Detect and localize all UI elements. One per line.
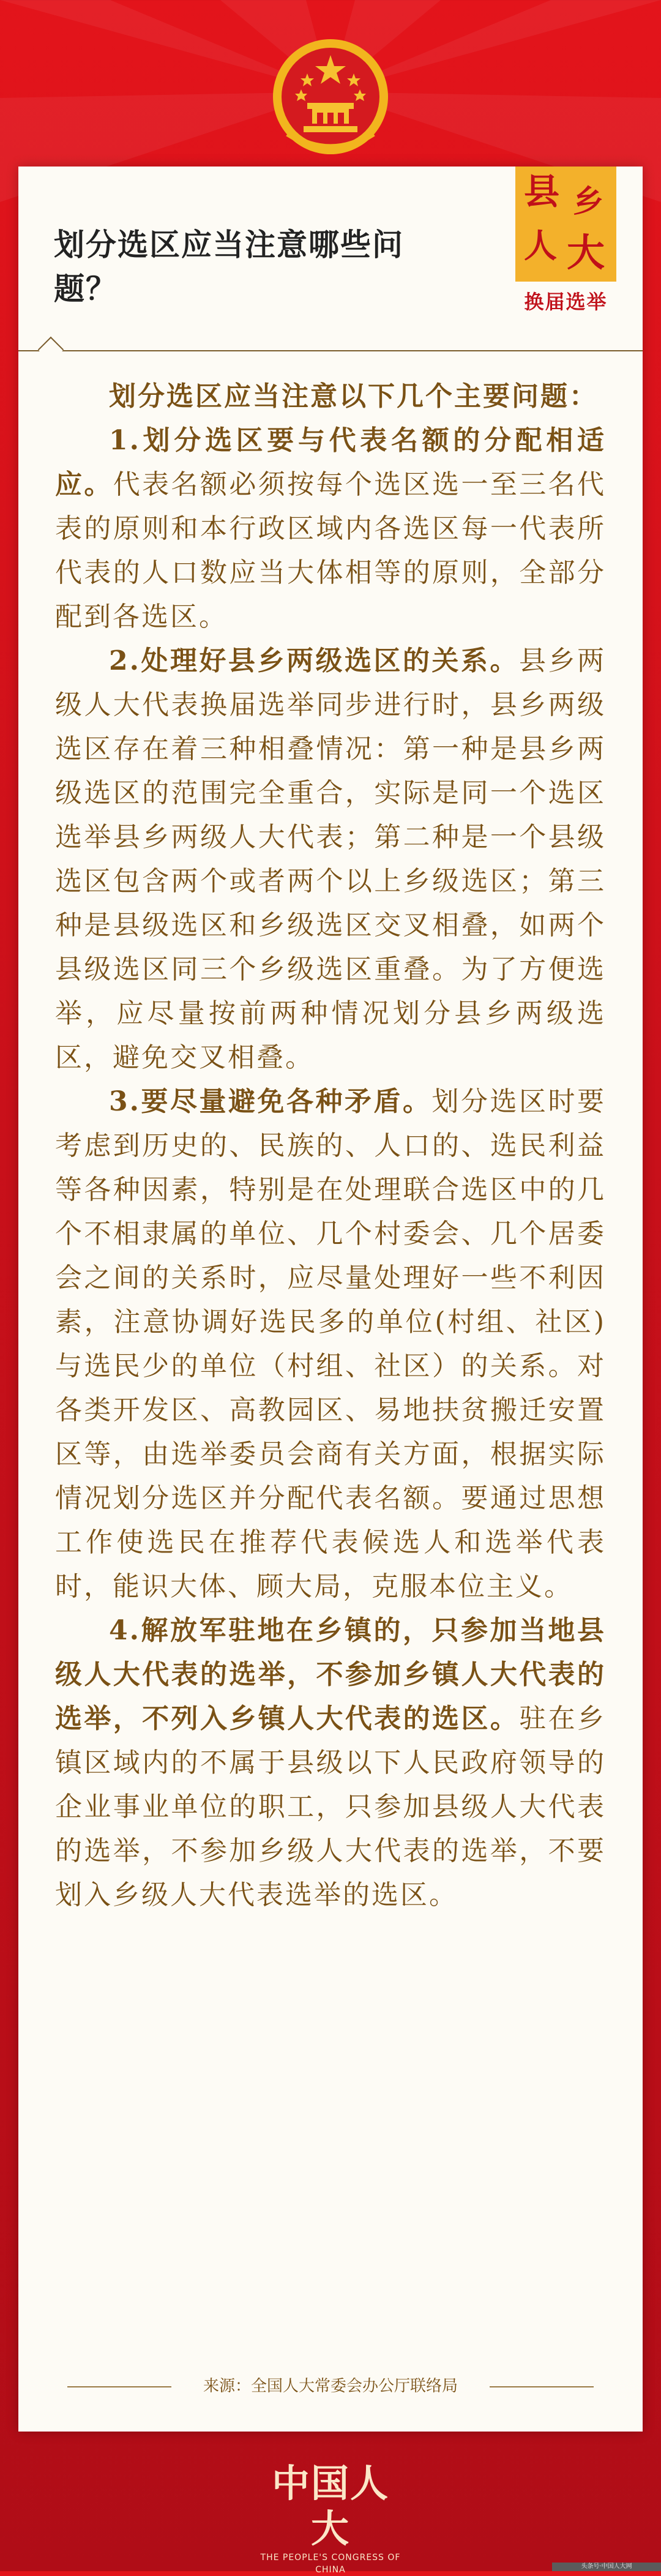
badge-char-1: 县 — [524, 171, 560, 212]
title-divider — [18, 350, 643, 351]
logo-chinese: 中国人大 — [271, 2461, 389, 2551]
point-4-heading: 4.解放军驻地在乡镇的，只参加当地县级人大代表的选举，不参加乡镇人大代表的选举，不列入乡镇人大代表的选区。 — [55, 1615, 606, 1734]
intro-lead: 划分选区应当注意以下几个主要问题： — [109, 381, 598, 412]
election-badge — [515, 167, 616, 323]
watermark: 头条号·中国人大网 — [552, 2563, 661, 2571]
source-footer — [18, 2370, 643, 2407]
logo-english: THE PEOPLE'S CONGRESS OF CHINA — [260, 2553, 401, 2575]
divider-notch — [38, 337, 64, 362]
card-title: 划分选区应当注意哪些问题？ — [54, 227, 404, 307]
point-3-heading: 3.要尽量避免各种矛盾。 — [109, 1086, 432, 1117]
badge-char-3: 人 — [524, 226, 557, 265]
badge-char-2: 乡 — [573, 183, 603, 219]
point-4-text: 驻在乡镇区域内的不属于县级以下人民政府领导的企业事业单位的职工，只参加县级人大代表的选举，不参加乡级人大代表的选举，不要划入乡级人大代表选举的选区。 — [55, 1703, 607, 1911]
source-text: 来源：全国人大常委会办公厅联络局 — [171, 2374, 490, 2398]
badge-subtitle: 换届选举 — [524, 290, 608, 313]
point-1-text: 代表名额必须按每个选区选一至三名代表的原则和本行政区域内各选区每一代表所代表的人口数应当大体相等的原则，全部分配到各选区。 — [55, 469, 607, 632]
paragraph-3 — [55, 1080, 606, 1609]
article-body — [55, 375, 606, 1917]
point-2-heading: 2.处理好县乡两级选区的关系。 — [109, 645, 519, 676]
npc-logo — [254, 2461, 407, 2575]
point-3-text: 划分选区时要考虑到历史的、民族的、人口的、选民利益等各种因素，特别是在处理联合选区中的几个不相隶属的单位、几个村委会、几个居委会之间的关系时，应尽量处理好一些不利因素，注意协调好选民多的单位(村组、社区)与选民少的单位（村组、社区）的关系。对各类开发区、高教园区、易地扶贫搬迁安置区等，由选举委员会商有关方面，根据实际情况划分选区并分配代表名额。要通过思想工作使选民在推荐代表候选人和选举代表时，能识大体、顾大局，克服本位主义。 — [55, 1086, 607, 1602]
content-card — [18, 167, 643, 2432]
badge-char-4: 大 — [567, 230, 605, 275]
paragraph-4 — [55, 1609, 606, 1917]
paragraph-1 — [55, 419, 606, 639]
badge-box — [515, 167, 616, 282]
national-emblem-icon — [269, 36, 392, 158]
point-2-text: 县乡两级人大代表换届选举同步进行时，县乡两级选区存在着三种相叠情况：第一种是县乡两级选区的范围完全重合，实际是同一个选区选举县乡两级人大代表；第二种是一个县级选区包含两个或者两个以上乡级选区；第三种是县级选区和乡级选区交叉相叠，如两个县级选区同三个乡级选区重叠。为了方便选举，应尽量按前两种情况划分县乡两级选区，避免交叉相叠。 — [55, 645, 607, 1073]
paragraph-2 — [55, 639, 606, 1080]
paragraph-intro — [55, 375, 606, 419]
point-1-heading: 1.划分选区要与代表名额的分配相适应。 — [55, 425, 606, 500]
